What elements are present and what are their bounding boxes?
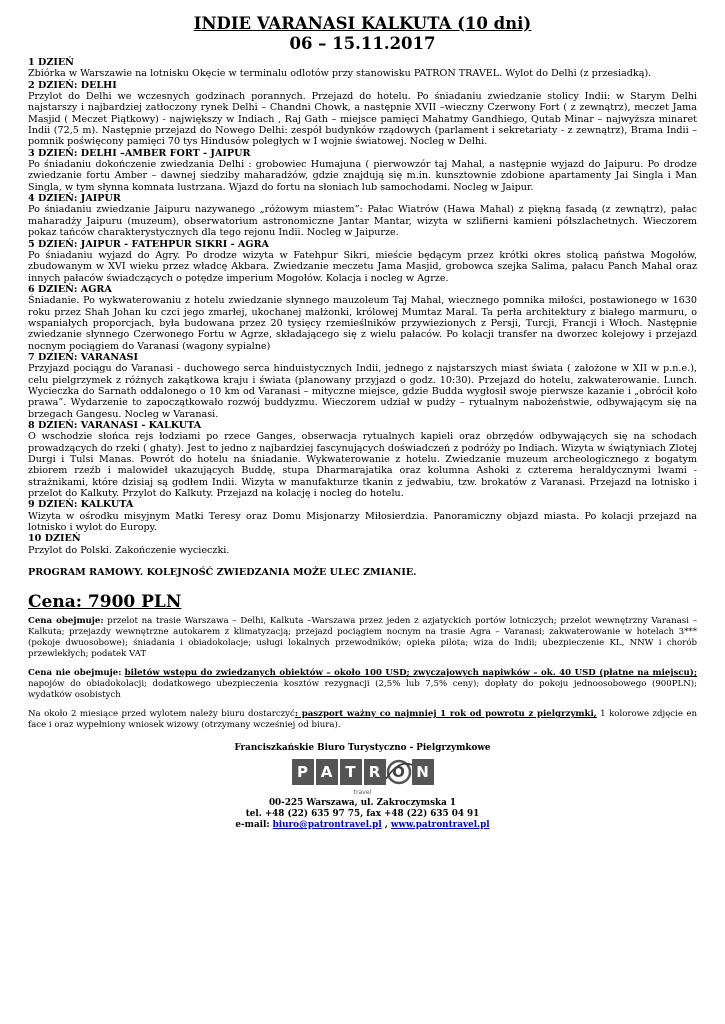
price-excludes [28,668,697,701]
passport-after: 1 kolorowe zdjęcie en face i oraz wypełniony wniosek wizowy (otrzymany wcześniej od biura). [28,709,698,731]
day-heading: 4 DZIEŃ: JAIPUR [28,193,121,205]
trip-dates: 06 – 15.11.2017 [289,34,436,53]
logo-subtitle: travel [353,789,372,797]
day-section [28,284,697,352]
includes-label: Cena obejmuje: [28,616,104,627]
website-link[interactable]: www.patrontravel.pl [390,820,490,831]
program-note: PROGRAM RAMOWY. KOLEJNOŚĆ ZWIEDZANIA MOŻE ULEC ZMIANIE. [28,567,417,579]
day-text: Po śniadaniu wyjazd do Agry. Po drodze wizyta w Fatehpur Sikri, mieście będącym przez krótki okres stolicą państwa Mogołów, zbudowanym w XVI wieku przez władcę Akbara. Zwiedzanie meczetu Jama Masjid, grobowca szejka Salima, pałacu Panch Mahal oraz innych pałaców świadczących o potędze imperium Mogołów. Kolacja i nocleg w Agrze. [28,249,697,284]
day-text: Przylot do Polski. Zakończenie wycieczki. [28,544,230,556]
day-section [28,80,697,148]
logo-letter: A [316,759,338,785]
passport-underlined: : paszport ważny co najmniej 1 rok od powrotu z pielgrzymki, [294,709,597,720]
day-text: Śniadanie. Po wykwaterowaniu z hotelu zwiedzanie słynnego mauzoleum Taj Mahal, wiecznego pomnika miłości, postawionego w 1630 roku przez Shah Johan ku czci jego zmarłej, ukochanej małżonki, królowej Mumtaz Maral. Ta perła architektury z białego marmuru, o wspaniałych proporcjach, była budowana przez 20 tysięcy rzemieślników przywiezionych z Persji, Turcji, Francji i Włoch. Następnie zwiedzanie słynnego Czerwonego Fortu w Agrze, składającego się z wielu pałaców. Po kolacji transfer na dworzec kolejowy i przejazd nocnym pociągiem do Varanasi (wagony sypialne) [28,295,697,352]
passport-note [28,709,697,731]
logo-letter: P [292,759,314,785]
patron-logo [28,759,697,785]
day-section [28,352,697,420]
excludes-label: Cena nie obejmuje: [28,668,122,679]
day-heading: 7 DZIEŃ: VARANASI [28,351,138,363]
day-section [28,239,697,284]
phone-fax: tel. +48 (22) 635 97 75, fax +48 (22) 635 04 91 [245,809,480,820]
day-section [28,420,697,499]
day-section [28,499,697,533]
day-heading: 5 DZIEŃ: JAIPUR - FATEHPUR SIKRI - AGRA [28,238,269,250]
includes-text: przelot na trasie Warszawa – Delhi, Kalkuta –Warszawa przez jeden z azjatyckich portów lotniczych; przelot wewnętrzny Varanasi – Kalkuta; przejazdy wewnętrzne autokarem z klimatyzacją; przejazd pociągiem nocnym na trasie Agra – Varanasi; zakwaterowanie w hotelach 3*** (pokoje dwuosobowe); śniadania i obiadokolacje; usługi lokalnych przewodników; opieka pilota; wiza do Indii; ubezpieczenie KL, NNW i chorób przewlekłych; podatek VAT [28,616,698,660]
day-section [28,57,697,80]
day-text: O wschodzie słońca rejs łodziami po rzece Ganges, obserwacja rytualnych kapieli oraz obrzędów odbywających się na schodach prowadzących do rzeki ( ghaty). Jest to jedno z najbardziej fascynujących doświadczeń z podróży po Indiach. Wizyta w świątyniach Zlotej Durgi i Tulsi Manas. Powrót do hotelu na śniadanie. Wykwaterowanie z hotelu. Zwiedzanie muzeum archeologicznego z bogatym zbiorem rzeźb i malowideł ukazujących Buddę, stupa Dharmarajatika oraz kolumna Ashoki z czterema heraldycznymi lwami - strażnikami, które dzisiaj są godłem Indii. Wizyta w manufakturze tkanin z jedwabiu, tzw. brokatów z Varanasi. Przejazd na lotnisko i przelot do Kalkuty. Przylot do Kalkuty. Przejazd na kolację i nocleg do hotelu. [28,431,697,500]
day-text: Zbiórka w Warszawie na lotnisku Okęcie w terminalu odlotów przy stanowisku PATRON TRAVEL. Wylot do Delhi (z przesiadką). [28,68,652,80]
day-heading: 9 DZIEŃ: KALKUTA [28,499,134,511]
logo-ring-icon [388,759,410,785]
excludes-text: napojów do obiadokolacji; dodatkowego ubezpieczenia kosztów rezygnacji (2,5% lub 7,5% ceny); dopłaty do pokoju jednoosobowego (900PLN); wydatków osobistych [28,679,697,701]
day-text: Po śniadaniu zwiedzanie Jaipuru nazywanego „różowym miastem”: Pałac Wiatrów (Hawa Mahal) z piękną fasadą (z zewnątrz), pałac maharadży Jaipuru (muzeum), obserwatorium astronomiczne Jantar Mantar, wizyta w szlifierni kamieni półszlachetnych. Wieczorem pokaz tańców charakterystycznych dla tego rejonu Indii. Nocleg w Jaipurze. [28,204,697,239]
day-heading: 6 DZIEŃ: AGRA [28,283,112,295]
excludes-underlined: biletów wstępu do zwiedzanych obiektów – około 100 USD; zwyczajowych napiwków – ok. 40 USD (płatne na miejscu); [124,668,698,679]
day-heading: 8 DZIEŃ: VARANASI - KALKUTA [28,420,202,431]
day-section [28,148,697,193]
logo-letter: O [392,763,405,782]
day-heading: 2 DZIEŃ: DELHI [28,79,117,91]
day-text: Wizyta w ośrodku misyjnym Matki Teresy oraz Domu Misjonarzy Miłosierdzia. Panoramiczny objazd miasta. Po kolacji przejazd na lotnisko i wylot do Europy. [28,510,697,534]
day-text: Po śniadaniu dokończenie zwiedzania Delhi : grobowiec Humajuna ( pierwowzór taj Mahal, a następnie wyjazd do Jaipuru. Po drodze zwiedzanie fortu Amber – dawnej siedziby maharadżów, gdzie znajdują się m.in. kunsztownie zdobione apartamenty Jai Singla i Man Singla, w tym słynna komnata lustrzana. Wjazd do fortu na słoniach lub samochodami. Nocleg w Jaipur. [28,159,697,193]
day-section [28,533,697,556]
day-heading: 1 DZIEŃ [28,57,74,68]
day-text: Przyjazd pociągu do Varanasi - duchowego serca hinduistycznych Indii, jednego z najstarszych miast świata ( założone w XII w p.n.e.), celu pielgrzymek z różnych zakątkowa kraju i świata (planowany przyjazd o godz. 10:30). Przejazd do hotelu, zakwaterowanie. Lunch. Wycieczka do Sarnath oddalonego o 10 km od Varanasi – mityczne miejsce, gdzie Budda wygłosił swoje pierwsze kazanie i „obrócił koło prawa”. Wydarzenie to zapoczątkowało rozwój buddyzmu. Wieczorem udział w pudży – rytualnym nabożeństwie, odbywającym się na brzegach Gangesu. Nocleg w Varanasi. [28,363,697,420]
address: 00-225 Warszawa, ul. Zakroczymska 1 [268,798,457,809]
logo-letter: N [412,759,434,785]
link-separator: , [381,820,391,831]
day-heading: 10 DZIEŃ [28,533,81,545]
day-text: Przylot do Delhi we wczesnych godzinach porannych. Przejazd do hotelu. Po śniadaniu zwiedzanie stolicy Indii: w Starym Delhi najstarszy i najbardziej zatłoczony rynek Delhi – Chandni Chowk, a następnie XVII –wieczny Czerwony Fort ( z zewnątrz), meczet Jama Masjid ( Meczet Piątkowy) - największy w Indiach , Raj Gath – miejsce pamięci Mahatmy Gandhiego, Qutab Minar – najwyższa minaret Indii (72,5 m). Następnie przejazd do Nowego Delhi: zespół budynków rządowych (parlament i sekretariaty - z zewnątrz), Brama Indii – pomnik poświęcony pamięci 70 tys Hindusów poległych w I wojnie światowej. Nocleg w Delhi. [28,91,697,148]
email-link[interactable]: biuro@patrontravel.pl [272,820,382,831]
logo-letter: T [340,759,362,785]
passport-before: Na około 2 miesiące przed wylotem należy biuru dostarczyć [28,709,295,720]
price: Cena: 7900 PLN [28,592,182,613]
document-title: INDIE VARANASI KALKUTA (10 dni) [193,14,532,33]
contact-links [28,820,697,831]
price-includes [28,616,697,660]
organization-name: Franciszkańskie Biuro Turystyczno - Pielgrzymkowe [234,743,491,754]
day-heading: 3 DZIEŃ: DELHI –AMBER FORT - JAIPUR [28,147,251,159]
itinerary [28,57,697,556]
logo-letter: R [364,759,386,785]
email-label: e-mail: [235,820,270,831]
day-section [28,193,697,238]
contact-block [28,798,697,831]
footer [28,743,697,831]
